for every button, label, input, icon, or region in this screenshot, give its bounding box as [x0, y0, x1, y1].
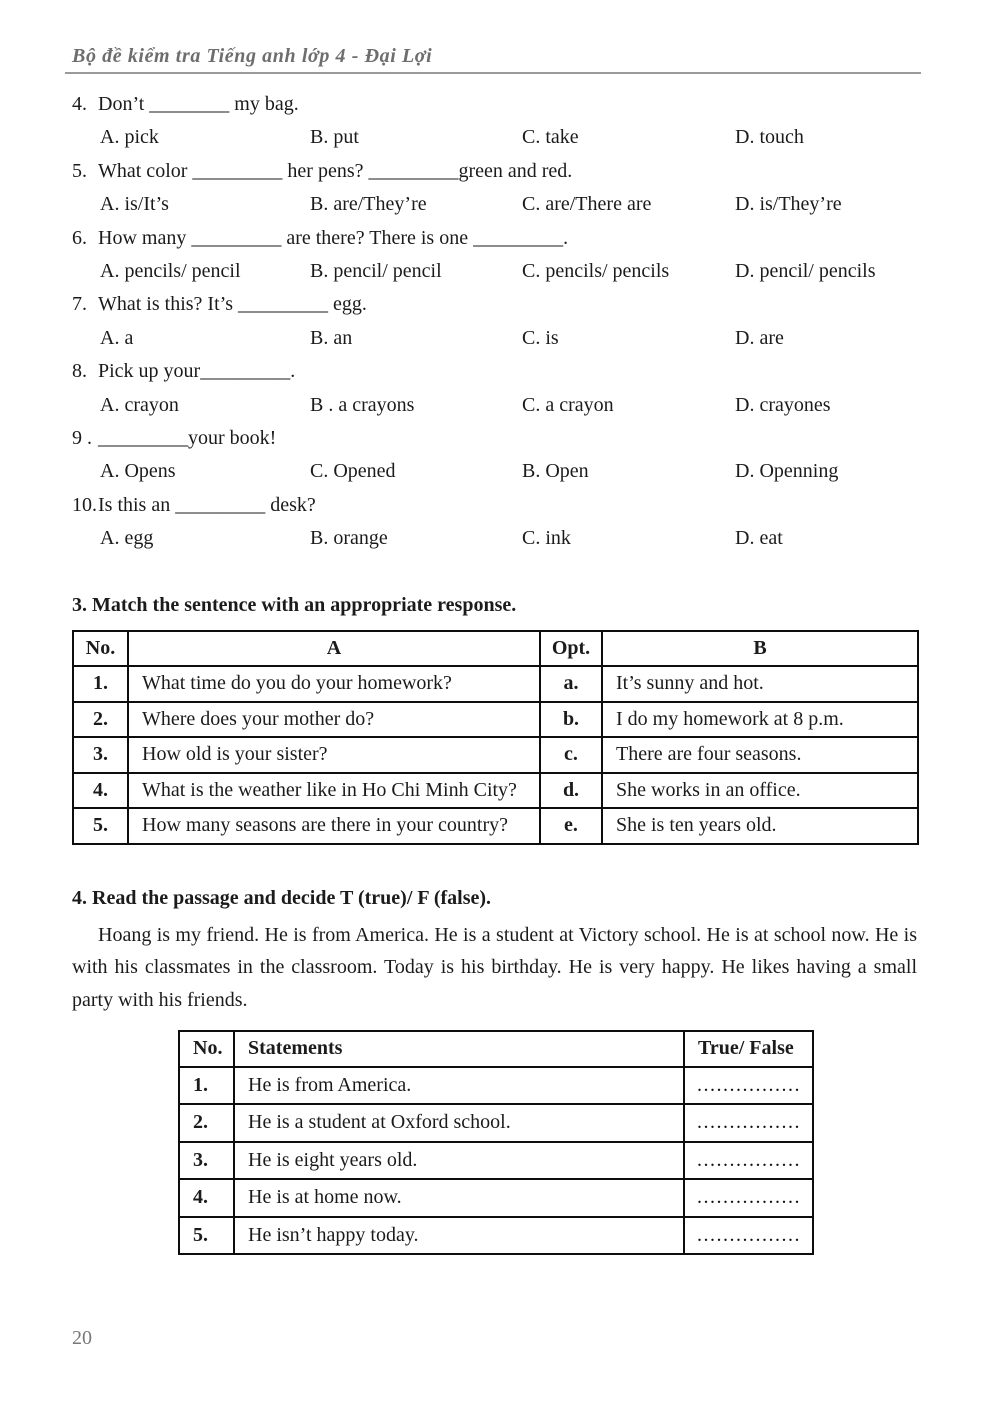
answer-options	[100, 322, 921, 355]
table-row	[73, 737, 918, 773]
question-text: What is this? It’s _________ egg.	[98, 293, 367, 316]
page-header	[65, 0, 921, 74]
cell-no: 3.	[179, 1142, 234, 1180]
answer-option: C. is	[522, 326, 559, 349]
question-text: How many _________ are there? There is one _________.	[98, 226, 569, 249]
answer-options	[100, 389, 921, 422]
cell-answer-blank: ................	[684, 1067, 813, 1105]
answer-option: C. pencils/ pencils	[522, 260, 670, 283]
section-4-heading: 4. Read the passage and decide T (true)/ F (false).	[72, 886, 492, 909]
question-text: What color _________ her pens? _________green and red.	[98, 159, 573, 182]
cell-no: 5.	[179, 1217, 234, 1255]
matching-table	[72, 630, 919, 845]
cell-statement: He is at home now.	[234, 1179, 684, 1217]
table-header-row	[73, 631, 918, 667]
cell-option-letter: e.	[540, 808, 602, 844]
question-9	[72, 422, 921, 489]
cell-answer-blank: ................	[684, 1104, 813, 1142]
table-row	[73, 702, 918, 738]
cell-no: 4.	[73, 773, 128, 809]
cell-option-letter: b.	[540, 702, 602, 738]
answer-option: C. are/There are	[522, 193, 652, 216]
table-row	[179, 1142, 813, 1180]
cell-answer-blank: ................	[684, 1179, 813, 1217]
reading-passage: Hoang is my friend. He is from America. He is a student at Victory school. He is at school now. He is with his classmates in the classroom. Today is his birthday. He is very happy. He likes having a small party with his friends.	[72, 923, 917, 1011]
answer-option: A. pencils/ pencil	[100, 260, 241, 283]
answer-option: A. crayon	[100, 393, 179, 416]
question-number: 6.	[72, 226, 87, 249]
answer-option: B . a crayons	[310, 393, 415, 416]
answer-option: C. ink	[522, 527, 571, 550]
question-8	[72, 355, 921, 422]
cell-no: 1.	[73, 666, 128, 702]
question-6	[72, 222, 921, 289]
cell-sentence: How old is your sister?	[128, 737, 540, 773]
question-10	[72, 489, 921, 556]
answer-option: D. Openning	[735, 460, 839, 483]
answer-options	[100, 255, 921, 288]
table-row	[73, 666, 918, 702]
table-row	[73, 773, 918, 809]
answer-option: B. are/They’re	[310, 193, 427, 216]
cell-sentence: What is the weather like in Ho Chi Minh City?	[128, 773, 540, 809]
question-number: 5.	[72, 159, 87, 182]
answer-options	[100, 121, 921, 154]
column-header-no: No.	[73, 631, 128, 667]
column-header-opt: Opt.	[540, 631, 602, 667]
cell-no: 2.	[73, 702, 128, 738]
cell-statement: He isn’t happy today.	[234, 1217, 684, 1255]
answer-option: B. pencil/ pencil	[310, 260, 442, 283]
question-number: 10.	[72, 493, 97, 516]
question-number: 4.	[72, 93, 87, 115]
column-header-statements: Statements	[234, 1031, 684, 1067]
table-header-row	[179, 1031, 813, 1067]
answer-option: D. touch	[735, 126, 804, 149]
cell-response: I do my homework at 8 p.m.	[602, 702, 918, 738]
answer-option: D. pencil/ pencils	[735, 260, 876, 283]
cell-response: There are four seasons.	[602, 737, 918, 773]
table-row	[73, 808, 918, 844]
table-row	[179, 1104, 813, 1142]
cell-sentence: Where does your mother do?	[128, 702, 540, 738]
answer-option: C. take	[522, 126, 579, 149]
answer-option: A. egg	[100, 527, 154, 550]
answer-option: B. Open	[522, 460, 589, 483]
cell-response: She is ten years old.	[602, 808, 918, 844]
question-number: 7.	[72, 293, 87, 316]
page-number: 20	[72, 1327, 92, 1349]
answer-option: C. a crayon	[522, 393, 614, 416]
cell-response: She works in an office.	[602, 773, 918, 809]
question-text: Don’t ________ my bag.	[98, 93, 299, 115]
cell-option-letter: a.	[540, 666, 602, 702]
cell-option-letter: d.	[540, 773, 602, 809]
cell-response: It’s sunny and hot.	[602, 666, 918, 702]
answer-option: B. an	[310, 326, 353, 349]
question-number: 9 .	[72, 427, 92, 450]
column-header-b: B	[602, 631, 918, 667]
column-header-no: No.	[179, 1031, 234, 1067]
cell-sentence: What time do you do your homework?	[128, 666, 540, 702]
answer-option: D. crayones	[735, 393, 831, 416]
cell-no: 4.	[179, 1179, 234, 1217]
cell-statement: He is from America.	[234, 1067, 684, 1105]
answer-option: A. is/It’s	[100, 193, 169, 216]
column-header-a: A	[128, 631, 540, 667]
answer-option: D. are	[735, 326, 784, 349]
cell-statement: He is a student at Oxford school.	[234, 1104, 684, 1142]
cell-no: 5.	[73, 808, 128, 844]
true-false-table	[178, 1030, 814, 1255]
table-row	[179, 1067, 813, 1105]
answer-option: C. Opened	[310, 460, 396, 483]
cell-answer-blank: ................	[684, 1142, 813, 1180]
table-row	[179, 1217, 813, 1255]
question-text: Pick up your_________.	[98, 360, 296, 383]
cell-no: 3.	[73, 737, 128, 773]
column-header-true-false: True/ False	[684, 1031, 813, 1067]
question-4	[72, 88, 921, 155]
answer-option: B. orange	[310, 527, 388, 550]
answer-option: A. Opens	[100, 460, 176, 483]
answer-options	[100, 188, 921, 221]
matching-section	[72, 592, 921, 845]
question-7	[72, 288, 921, 355]
section-3-heading: 3. Match the sentence with an appropriate response.	[72, 593, 517, 616]
answer-options	[100, 455, 921, 488]
cell-no: 1.	[179, 1067, 234, 1105]
cell-no: 2.	[179, 1104, 234, 1142]
document-title: Bộ đề kiểm tra Tiếng anh lớp 4 - Đại Lợi	[72, 45, 433, 67]
cell-sentence: How many seasons are there in your country?	[128, 808, 540, 844]
cell-option-letter: c.	[540, 737, 602, 773]
question-text: Is this an _________ desk?	[98, 493, 316, 516]
cell-answer-blank: ................	[684, 1217, 813, 1255]
header-rule	[65, 72, 921, 74]
answer-option: B. put	[310, 126, 359, 149]
answer-option: A. a	[100, 326, 134, 349]
question-number: 8.	[72, 360, 87, 383]
answer-options	[100, 522, 921, 555]
cell-statement: He is eight years old.	[234, 1142, 684, 1180]
multiple-choice-section	[72, 88, 921, 556]
answer-option: D. is/They’re	[735, 193, 842, 216]
question-5	[72, 155, 921, 222]
table-row	[179, 1179, 813, 1217]
answer-option: D. eat	[735, 527, 783, 550]
answer-option: A. pick	[100, 126, 159, 149]
question-text: _________your book!	[98, 427, 277, 450]
reading-section	[72, 885, 921, 1256]
